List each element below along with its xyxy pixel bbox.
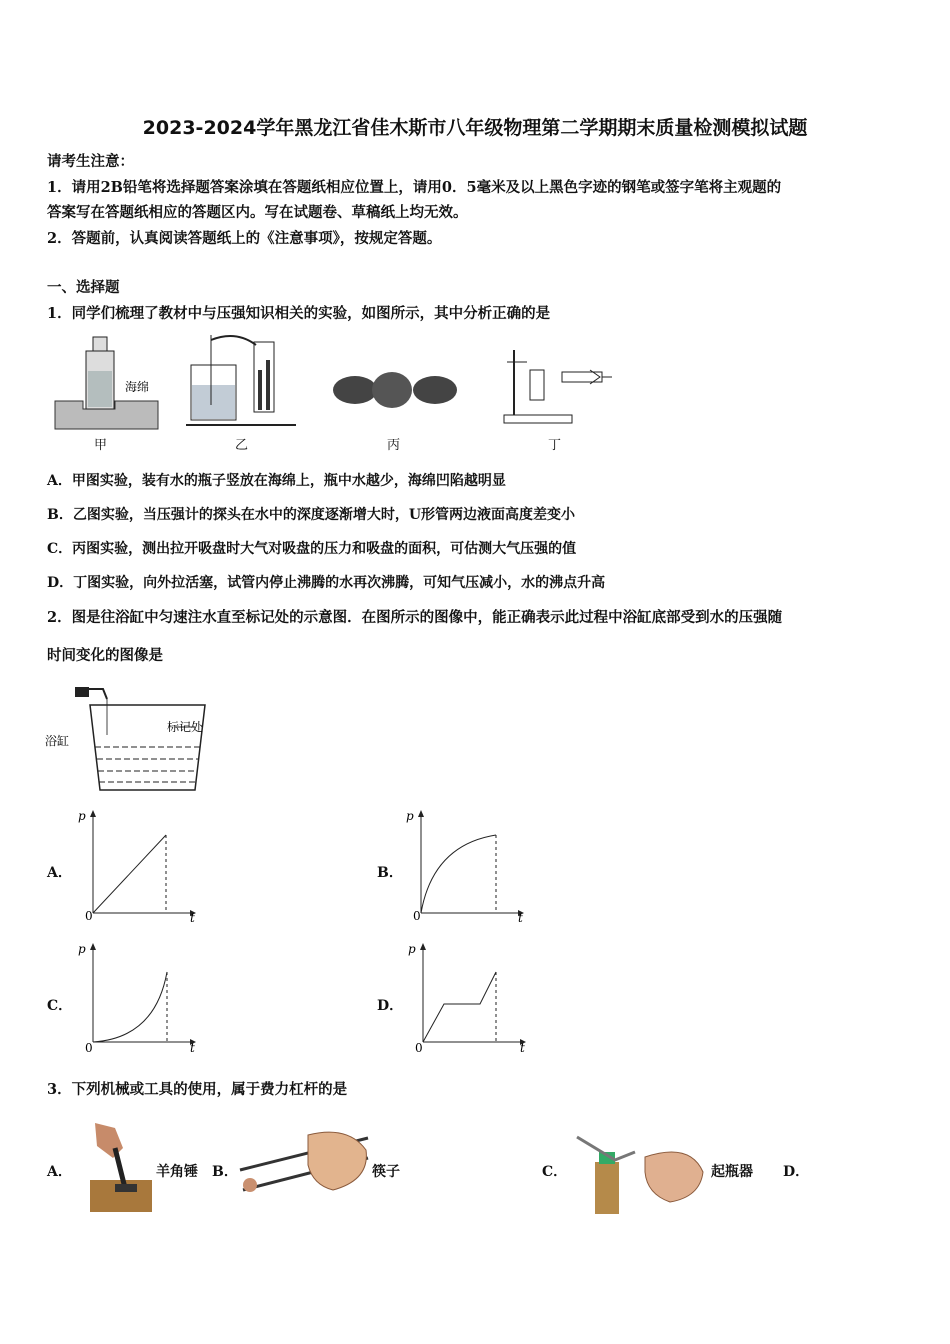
axis-t: t: [520, 1041, 525, 1055]
q2-option-c-letter: C．: [47, 998, 73, 1014]
figure-yi: [186, 330, 306, 430]
q1-stem: 1．同学们梳理了教材中与压强知识相关的实验，如图所示，其中分析正确的是: [47, 305, 551, 322]
graph-a: [80, 805, 200, 925]
bathtub-figure: [45, 675, 215, 795]
page-title: 2023-2024学年黑龙江省佳木斯市八年级物理第二学期期末质量检测模拟试题: [142, 117, 808, 139]
origin: 0: [85, 909, 93, 923]
sponge-label: 海绵: [125, 380, 150, 394]
axis-t: t: [190, 911, 195, 925]
axis-p: p: [78, 809, 86, 823]
chopsticks-icon: [238, 1130, 373, 1205]
q1-option-a: A．甲图实验，装有水的瓶子竖放在海绵上，瓶中水越少，海绵凹陷越明显: [47, 473, 506, 489]
bottle-opener-icon: [575, 1132, 710, 1216]
q3-option-b-name: 筷子: [372, 1164, 400, 1180]
q2-option-d-letter: D．: [377, 998, 404, 1014]
figure-bing: [330, 365, 460, 415]
notice-line-1b: 答案写在答题纸相应的答题区内。写在试题卷、草稿纸上均无效。: [47, 204, 468, 221]
section-heading: 一、选择题: [47, 279, 120, 296]
axis-p: p: [78, 942, 86, 956]
graph-c: [80, 938, 200, 1058]
mark-label: 标记处: [167, 720, 204, 734]
origin: 0: [415, 1041, 423, 1055]
origin: 0: [413, 909, 421, 923]
q2-stem-1: 2．图是往浴缸中匀速注水直至标记处的示意图．在图所示的图像中，能正确表示此过程中浴缸底部受到水的压强随: [47, 609, 783, 626]
graph-d: [410, 938, 530, 1058]
fig-label-yi: 乙: [235, 438, 249, 453]
axis-p: p: [408, 942, 416, 956]
fig-label-ding: 丁: [548, 438, 562, 453]
q3-option-b-letter: B．: [212, 1164, 238, 1180]
q2-option-a-letter: A．: [47, 865, 72, 881]
figure-jia: [55, 333, 165, 431]
fig-label-bing: 丙: [387, 438, 401, 453]
q2-option-b-letter: B．: [377, 865, 403, 881]
axis-t: t: [190, 1041, 195, 1055]
notice-line-2: 2．答题前，认真阅读答题纸上的《注意事项》，按规定答题。: [47, 230, 442, 247]
q3-option-a-name: 羊角锤: [156, 1164, 198, 1180]
hammer-icon: [85, 1118, 155, 1214]
fig-label-jia: 甲: [94, 438, 108, 453]
q1-option-b: B．乙图实验，当压强计的探头在水中的深度逐渐增大时，U形管两边液面高度差变小: [47, 507, 576, 523]
axis-t: t: [518, 911, 523, 925]
q3-option-c-name: 起瓶器: [711, 1164, 753, 1180]
q3-option-c-letter: C．: [542, 1164, 568, 1180]
q2-stem-2: 时间变化的图像是: [47, 647, 163, 664]
origin: 0: [85, 1041, 93, 1055]
notice-line-1: 1．请用2B铅笔将选择题答案涂填在答题纸相应位置上，请用0．5毫米及以上黑色字迹的钢笔或签字笔将主观题的: [47, 179, 782, 196]
figure-ding: [502, 350, 617, 430]
q1-option-d: D．丁图实验，向外拉活塞，试管内停止沸腾的水再次沸腾，可知气压减小，水的沸点升高: [47, 575, 606, 591]
notice-heading: 请考生注意：: [47, 153, 134, 170]
q3-option-d-letter: D．: [783, 1164, 810, 1180]
axis-p: p: [406, 809, 414, 823]
q3-option-a-letter: A．: [47, 1164, 72, 1180]
tub-label: 浴缸: [45, 734, 70, 748]
q1-option-c: C．丙图实验，测出拉开吸盘时大气对吸盘的压力和吸盘的面积，可估测大气压强的值: [47, 541, 577, 557]
graph-b: [408, 805, 528, 925]
q3-stem: 3．下列机械或工具的使用，属于费力杠杆的是: [47, 1081, 348, 1098]
